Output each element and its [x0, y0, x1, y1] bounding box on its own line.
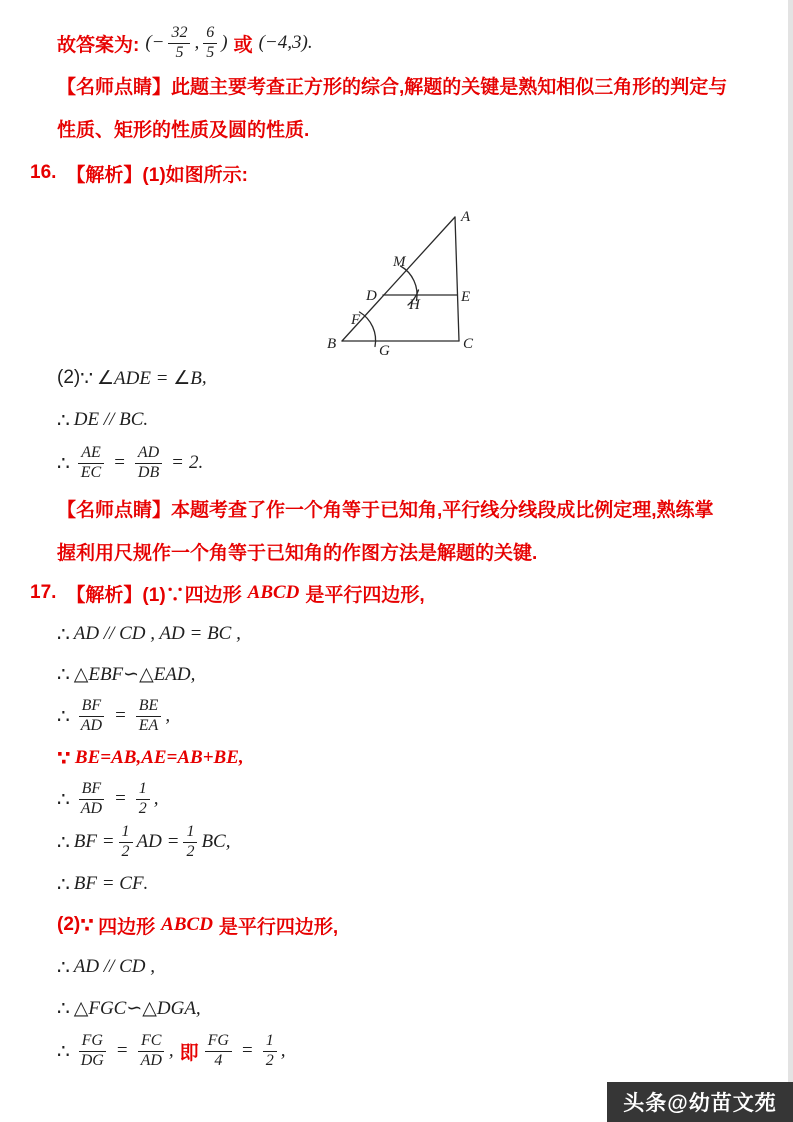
denominator: 2	[265, 1051, 274, 1069]
fraction-BF-AD	[78, 780, 105, 819]
figure-label-C: C	[462, 336, 473, 352]
namely-label: 即	[179, 1042, 199, 1064]
q16-step-2	[57, 400, 748, 440]
fraction-BE-EA	[136, 697, 162, 736]
denominator: 2	[138, 799, 147, 817]
header-text: 四边形	[98, 916, 156, 938]
figure-label-F: F	[350, 312, 360, 328]
numerator: FC	[138, 1032, 164, 1052]
equals-sign: =	[241, 1040, 253, 1061]
therefore-symbol: ∴	[57, 1040, 70, 1063]
fraction-1-2	[263, 1032, 277, 1071]
q17-part-2-header	[57, 904, 748, 946]
answer-open-paren: (−	[145, 32, 165, 53]
denominator: DG	[80, 1051, 104, 1069]
fraction-32-5	[168, 24, 190, 63]
punctuation: .	[198, 452, 204, 473]
q17-step-9	[57, 988, 748, 1028]
equals-sign: =	[115, 788, 126, 809]
question-header-text: 【解析】(1)∵四边形	[66, 584, 242, 606]
equals-sign: =	[115, 705, 126, 726]
watermark-badge	[607, 1082, 793, 1122]
punctuation: ,	[168, 1040, 174, 1061]
note-text: 【名师点睛】本题考查了作一个角等于已知角,平行线分线段成比例定理,熟练掌	[57, 499, 714, 521]
punctuation: ,	[153, 788, 159, 809]
answer-or: 或	[233, 34, 253, 56]
note-text: 握利用尺规作一个角等于已知角的作图方法是解题的关键.	[57, 542, 538, 564]
because-symbol: ∵	[80, 914, 95, 937]
denominator: AD	[140, 1051, 162, 1069]
figure-label-A: A	[460, 209, 470, 225]
fraction-FG-DG	[78, 1032, 107, 1071]
denominator: 4	[214, 1051, 223, 1069]
triangle-construction-drawing	[317, 196, 507, 356]
math-expression: DE // BC	[73, 409, 144, 430]
answer-comma: ,	[194, 32, 200, 53]
denominator: 5	[175, 43, 184, 61]
numerator: 1	[263, 1032, 277, 1052]
math-expression: AD =	[136, 831, 180, 852]
numerator: 1	[136, 780, 150, 800]
math-expression: AD // CD ,	[73, 956, 156, 977]
math-expression: BF = CF	[73, 873, 144, 894]
geometry-figure	[57, 196, 748, 356]
equals-sign: =	[116, 1040, 128, 1061]
answer-close-paren: )	[221, 32, 228, 53]
denominator: 2	[186, 842, 195, 860]
numerator: AE	[78, 444, 104, 464]
question-number: 17.	[30, 582, 57, 603]
question-17-header	[30, 572, 748, 614]
math-expression: △EBF∽△EAD,	[73, 663, 196, 685]
part-label: (2)	[57, 914, 81, 935]
answer-line	[57, 22, 748, 64]
note-text: 性质、矩形的性质及圆的性质.	[57, 120, 310, 141]
numerator: 32	[168, 24, 190, 44]
quad-name: ABCD	[247, 582, 300, 603]
fraction-6-5	[203, 24, 217, 63]
fraction-1-2	[183, 823, 197, 862]
answer-period: .	[307, 32, 313, 53]
q17-step-8	[57, 946, 748, 988]
question-header-text: 【解析】(1)如图所示:	[66, 164, 248, 186]
therefore-symbol: ∴	[57, 409, 70, 432]
math-expression: BF =	[73, 831, 115, 852]
q17-step-7	[57, 864, 748, 904]
fraction-AE-EC	[78, 444, 104, 483]
fraction-AD-DB	[135, 444, 162, 483]
numerator: BF	[79, 697, 105, 717]
punctuation: .	[143, 409, 149, 430]
math-expression: AD // CD , AD = BC ,	[73, 623, 241, 644]
figure-label-B: B	[326, 336, 336, 352]
q17-step-3	[57, 694, 748, 738]
therefore-symbol: ∴	[57, 956, 70, 979]
math-expression: BC	[201, 831, 226, 852]
figure-label-D: D	[365, 288, 377, 304]
punctuation: .	[143, 873, 149, 894]
fraction-1-2	[136, 780, 150, 819]
q17-step-10	[57, 1028, 748, 1074]
figure-label-E: E	[460, 289, 470, 305]
q17-step-1	[57, 614, 748, 654]
equals-sign: =	[114, 452, 125, 473]
therefore-symbol: ∴	[57, 452, 70, 475]
quad-name: ABCD	[161, 914, 213, 935]
numerator: BF	[79, 780, 105, 800]
note-text: 【名师点睛】此题主要考查正方形的综合,解题的关键是熟知相似三角形的判定与	[57, 77, 728, 98]
fraction-FG-4	[205, 1032, 232, 1071]
denominator: AD	[80, 716, 103, 734]
math-expression: ∠ADE = ∠B	[96, 367, 202, 389]
denominator: EC	[80, 463, 102, 481]
figure-label-H: H	[408, 297, 420, 313]
punctuation: ,	[280, 1040, 286, 1061]
therefore-symbol: ∴	[57, 663, 70, 686]
numerator: AD	[135, 444, 162, 464]
watermark-text: 头条@幼苗文苑	[623, 1092, 777, 1115]
because-symbol: ∵	[80, 367, 93, 390]
therefore-symbol: ∴	[57, 788, 70, 811]
fraction-BF-AD	[78, 697, 105, 736]
teacher-note-2-line-1	[57, 486, 748, 530]
figure-label-G: G	[378, 343, 390, 356]
q17-step-2	[57, 654, 748, 694]
teacher-note-1-line-2	[57, 107, 748, 150]
question-number: 16.	[30, 162, 57, 183]
numerator: 1	[183, 823, 197, 843]
header-text: 是平行四边形,	[218, 916, 339, 938]
numerator: 6	[203, 24, 217, 44]
denominator: DB	[137, 463, 160, 481]
because-symbol: ∵	[57, 747, 71, 770]
therefore-symbol: ∴	[57, 623, 70, 646]
question-header-text: 是平行四边形,	[305, 584, 425, 606]
q16-step-3	[57, 440, 748, 486]
value: 2	[188, 452, 199, 473]
fraction-FC-AD	[138, 1032, 165, 1071]
denominator: EA	[138, 716, 159, 734]
q17-step-4	[57, 738, 748, 778]
question-16-header	[30, 150, 748, 196]
answer-label: 故答案为:	[57, 34, 140, 56]
page-edge	[788, 0, 793, 1122]
therefore-symbol: ∴	[57, 997, 70, 1020]
numerator: FG	[79, 1032, 106, 1052]
denominator: 5	[206, 43, 215, 61]
punctuation: ,	[201, 367, 207, 388]
teacher-note-2-line-2	[57, 530, 748, 572]
punctuation: ,	[165, 705, 171, 726]
numerator: 1	[119, 823, 133, 843]
answer-point: (−4,3)	[258, 32, 308, 53]
figure-label-M: M	[392, 254, 405, 270]
numerator: FG	[205, 1032, 232, 1052]
therefore-symbol: ∴	[57, 705, 70, 728]
teacher-note-1-line-1	[57, 64, 748, 107]
therefore-symbol: ∴	[57, 873, 70, 896]
part-label: (2)	[57, 367, 81, 388]
q16-step-1	[57, 356, 748, 400]
punctuation: ,	[225, 831, 231, 852]
denominator: 2	[121, 842, 130, 860]
math-expression: BE=AB,AE=AB+BE,	[74, 747, 244, 768]
denominator: AD	[80, 799, 103, 817]
q17-step-6	[57, 820, 748, 864]
numerator: BE	[136, 697, 162, 717]
q17-step-5	[57, 778, 748, 820]
therefore-symbol: ∴	[57, 831, 70, 854]
math-expression: △FGC∽△DGA,	[73, 997, 201, 1019]
equals-sign: =	[172, 452, 183, 473]
fraction-1-2	[119, 823, 133, 862]
